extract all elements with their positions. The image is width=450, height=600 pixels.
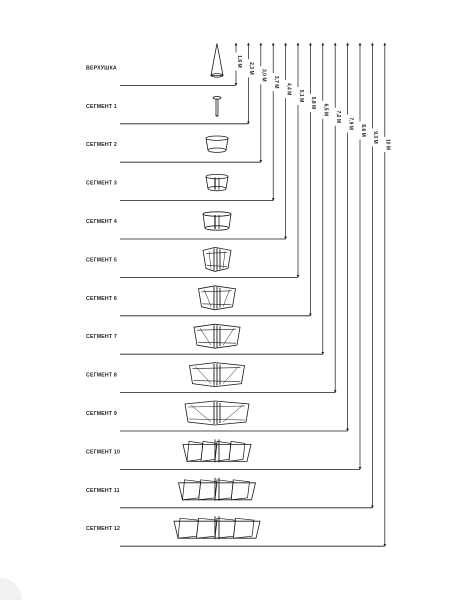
dimension-marker [295,44,304,276]
split-drum-icon [194,324,240,348]
segment-row [86,324,323,354]
segment-row [86,97,248,124]
segment-row [86,478,372,508]
dimension-label: 3,7 М [273,75,279,89]
drum-icon [206,136,228,152]
segment-row [86,212,286,239]
segment-label: СЕГМЕНТ 1 [86,103,117,110]
segment-label: СЕГМЕНТ 8 [86,372,117,379]
lattice-icon [179,478,256,501]
segment-row [86,286,310,316]
dimension-label: 9,3 М [372,131,379,144]
dimension-marker [344,44,353,430]
segment-label: СЕГМЕНТ 4 [86,219,117,225]
dimension-marker [257,44,266,161]
dimension-marker [369,44,378,507]
dimension-label: 8,6 М [359,124,366,137]
pin-icon [213,97,221,117]
segment-row [86,247,298,277]
dimension-label: 10 М [384,138,391,150]
split-drum-icon [203,247,231,271]
dimension-label: 5,8 М [310,96,317,110]
segment-row [86,43,236,85]
drum-icon [203,212,231,230]
drum-icon [206,174,228,190]
segment-label: СЕГМЕНТ 5 [86,257,117,264]
dimension-marker [332,44,341,392]
dimension-marker [282,44,291,238]
segment-row [86,516,385,546]
dimension-marker [357,44,366,468]
segment-label: СЕГМЕНТ 2 [86,142,117,149]
split-drum-icon [185,401,249,425]
segment-row [86,439,360,469]
dimension-label: 4,4 М [285,82,292,96]
dimension-marker [319,44,328,353]
cone-icon [211,43,223,77]
dimension-label: 2,3 М [248,62,255,75]
dimension-label: 3,0 М [260,69,267,82]
lattice-icon [183,439,251,462]
dimension-label: 5,1 М [297,89,304,103]
dimension-label: 6,5 М [322,103,329,117]
segment-label: СЕГМЕНТ 10 [86,449,121,456]
split-drum-icon [199,286,236,310]
segment-label: СЕГМЕНТ 6 [86,295,117,302]
segment-label: СЕГМЕНТ 11 [86,487,120,494]
segment-label: СЕГМЕНТ 12 [86,526,121,533]
dimension-label: 1,6 М [235,55,242,68]
dimension-marker [270,44,279,200]
segment-label: СЕГМЕНТ 9 [86,411,117,417]
dimension-marker [381,44,390,545]
dimension-label: 7,2 М [335,110,341,124]
segment-label: СЕГМЕНТ 7 [86,334,117,341]
segment-row [86,401,348,431]
segment-label: ВЕРХУШКА [86,65,117,72]
dimension-label: 7,9 М [347,117,354,130]
segment-row [86,174,273,200]
dimension-marker [307,44,316,315]
dimension-marker [233,44,242,84]
split-drum-icon [190,363,245,387]
segment-label: СЕГМЕНТ 3 [86,180,117,187]
segment-row [86,363,335,393]
segment-row [86,136,261,162]
lattice-icon [174,516,260,539]
dimension-marker [245,44,254,123]
